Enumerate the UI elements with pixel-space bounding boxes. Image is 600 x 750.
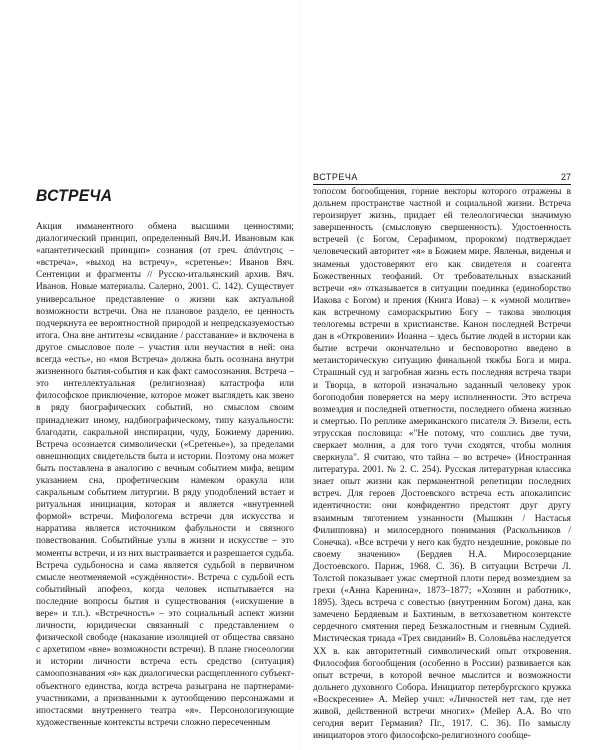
article-title: ВСТРЕЧА (36, 186, 113, 205)
running-header-title: ВСТРЕЧА (313, 172, 358, 182)
running-header (313, 172, 571, 185)
right-body-text: топосом богообщения, горние векторы которого отражены в дольнем пространстве частной и социальной жизни. Встреча героизирует жизнь, придает ей телеологически значимую завершенность (смысловую свершенность). Удостоенность встречей (с Богом, Серафимом, пророком) подтверждает человеческий авторитет «я» в Божием мире. Явленья, виденья и знаменья удостоверяют его как свидетеля и соагента Божественных теофаний. От требовательных взысканий встречи «я» отказывается в ситуации поединка (единоборство Иакова с Богом) и прения (Книга Иова) – к «умной молитве» как встречному самораскрытию Богу – такова эволюция теологемы встречи в христианстве. Канон последней Встречи дан в «Откровении» Иоанна – здесь бытие людей в истории как бытие встречи окончательно и бесповоротно введено в метаисторическую ситуацию финальной тяжбы Бога и мира. Страшный суд и загробная жизнь есть последняя встреча твари и Творца, в которой изначально заданный человеку урок богоподобия поверяется на меру исполненности. Это встреча возмездия и последней ответности, последнего обмена жизнью и смертью. По реплике американского писателя Э. Визели, есть этрусская пословица: «"Не потому, что сошлись две тучи, сверкает молния, а для того тучи сходятся, чтобы молния сверкнула". Я считаю, что тайна – во встрече» (Иностранная литература. 2001. № 2. С. 254). Русская литературная классика знает опыт жизни как перманентной репетиции последних встреч. Для героев Достоевского встреча есть апокалипсис идентичности: они конфидентно предстоят друг другу взаимным тяготением узнанности (Мышкин / Настасья Филипповна) и милосердного понимания (Раскольников / Сонечка). «Все встречи у него как будто нездешние, роковые по своему значению» (Бердяев Н.А. Миросозерцание Достоевского. Париж, 1968. С. 36). В ситуации Встречи Л. Толстой показывает ужас смертной плоти перед возмездием за грехи («Анна Каренина», 1873–1877; «Хозяин и работник», 1895). Здесь встреча с совестью (внутренним Богом) дана, как замечено Бердяевым и Бахтиным, в ветхозаветном контексте сердечного смятения перед Безжалостным и гневным Судией. Мистическая триада «Трех свиданий» В. Соловьёва наследуется XX в. как авторитетный символический опыт откровения. Философия богообщения (особенно в России) развивается как опыт встречи, в которой вечное мыслится и возможности дольнего духовного Собора. Инициатор петербургского кружка «Воскресение» А. Мейер учил: «Личностей нет там, где нет живой, действенной встречи многих» (Мейер А.А. Во что сегодня верит Германия? Пг., 1917. С. 36). По замыслу инициаторов этого философско-религиозного сообще- (313, 187, 571, 741)
right-page (300, 0, 600, 750)
left-body-text: Акция имманентного обмена высшими ценностями; диалогический принцип, определенный Вяч.И. Ивановым как «апантетический принцип» сознания (от греч. άπάντησις – «встреча», «выход на встречу», «сретенье»: Иванов Вяч. Сентенции и фрагменты // Русско-итальянский архив. Вяч. Иванов. Новые материалы. Салерно, 2001. С. 142). Существует универсальное представление о жизни как актуальной возможности встречи. Она не плановое раздело, ее ценность подчеркнута ее вероятностной природой и непредсказуемостью итога. Она вне антитезы «свидание / расставание» и включена в другое смысловое поле – участия или неучастия в ней: она всегда «есть», но «моя Встреча» должна быть осознана внутри жизненного бытия-события и как факт самосознания. Встреча – это интеллектуальная (религиозная) катастрофа или философское приключение, которое может выглядеть как звено в ряду биографических событий, но смыслом своим принадлежит иному, надбиографическому, типу казуальности: благодати, сакральной инспирации, чуду, Божиему дарению. Встреча осознается символически («Сретенье»), за пределами овнешнющих свидетельств быта и истории. Поэтому она может быть поставлена в аналогию с вечным событием мифа, вещим указанием сна, профетическим намеком оракула или сакральным событием литургии. В ряду уподоблений встает и ритуальная инициация, которая и является «внутренней формой» встречи. Мифологема встречи для искусства и нарратива является источником фабульности и связного повествования. Событийные узлы в жизни и искусстве – это моменты встречи, и из них выстраивается и разрешается судьба. Встреча судьбоносна и сама является судьбой в первичном смысле неотменяемой «суждённости». Встреча с судьбой есть событийный апофеоз, когда человек испытывается на последние вопросы бытия и существования («искушение в вере» и т.п.). «Встречность» – это социальный аспект жизни личности, юридически связанный с представлением о физической свободе (наказание изоляцией от общества связано с архетипом «вне» возможности встречи). В плане гносеологии и истории личности встреча есть средство (ситуация) самоопознавания «я» как диалогически расщепленного субъект-объектного единства, когда встреча разыграна не партнерами-участниками, а призванными к аутообщению персонажами и ипостасями внутреннего театра «я». Персонологизующие художественные контексты встречи сложно пересеченным (36, 222, 294, 728)
page-number: 27 (560, 172, 571, 182)
